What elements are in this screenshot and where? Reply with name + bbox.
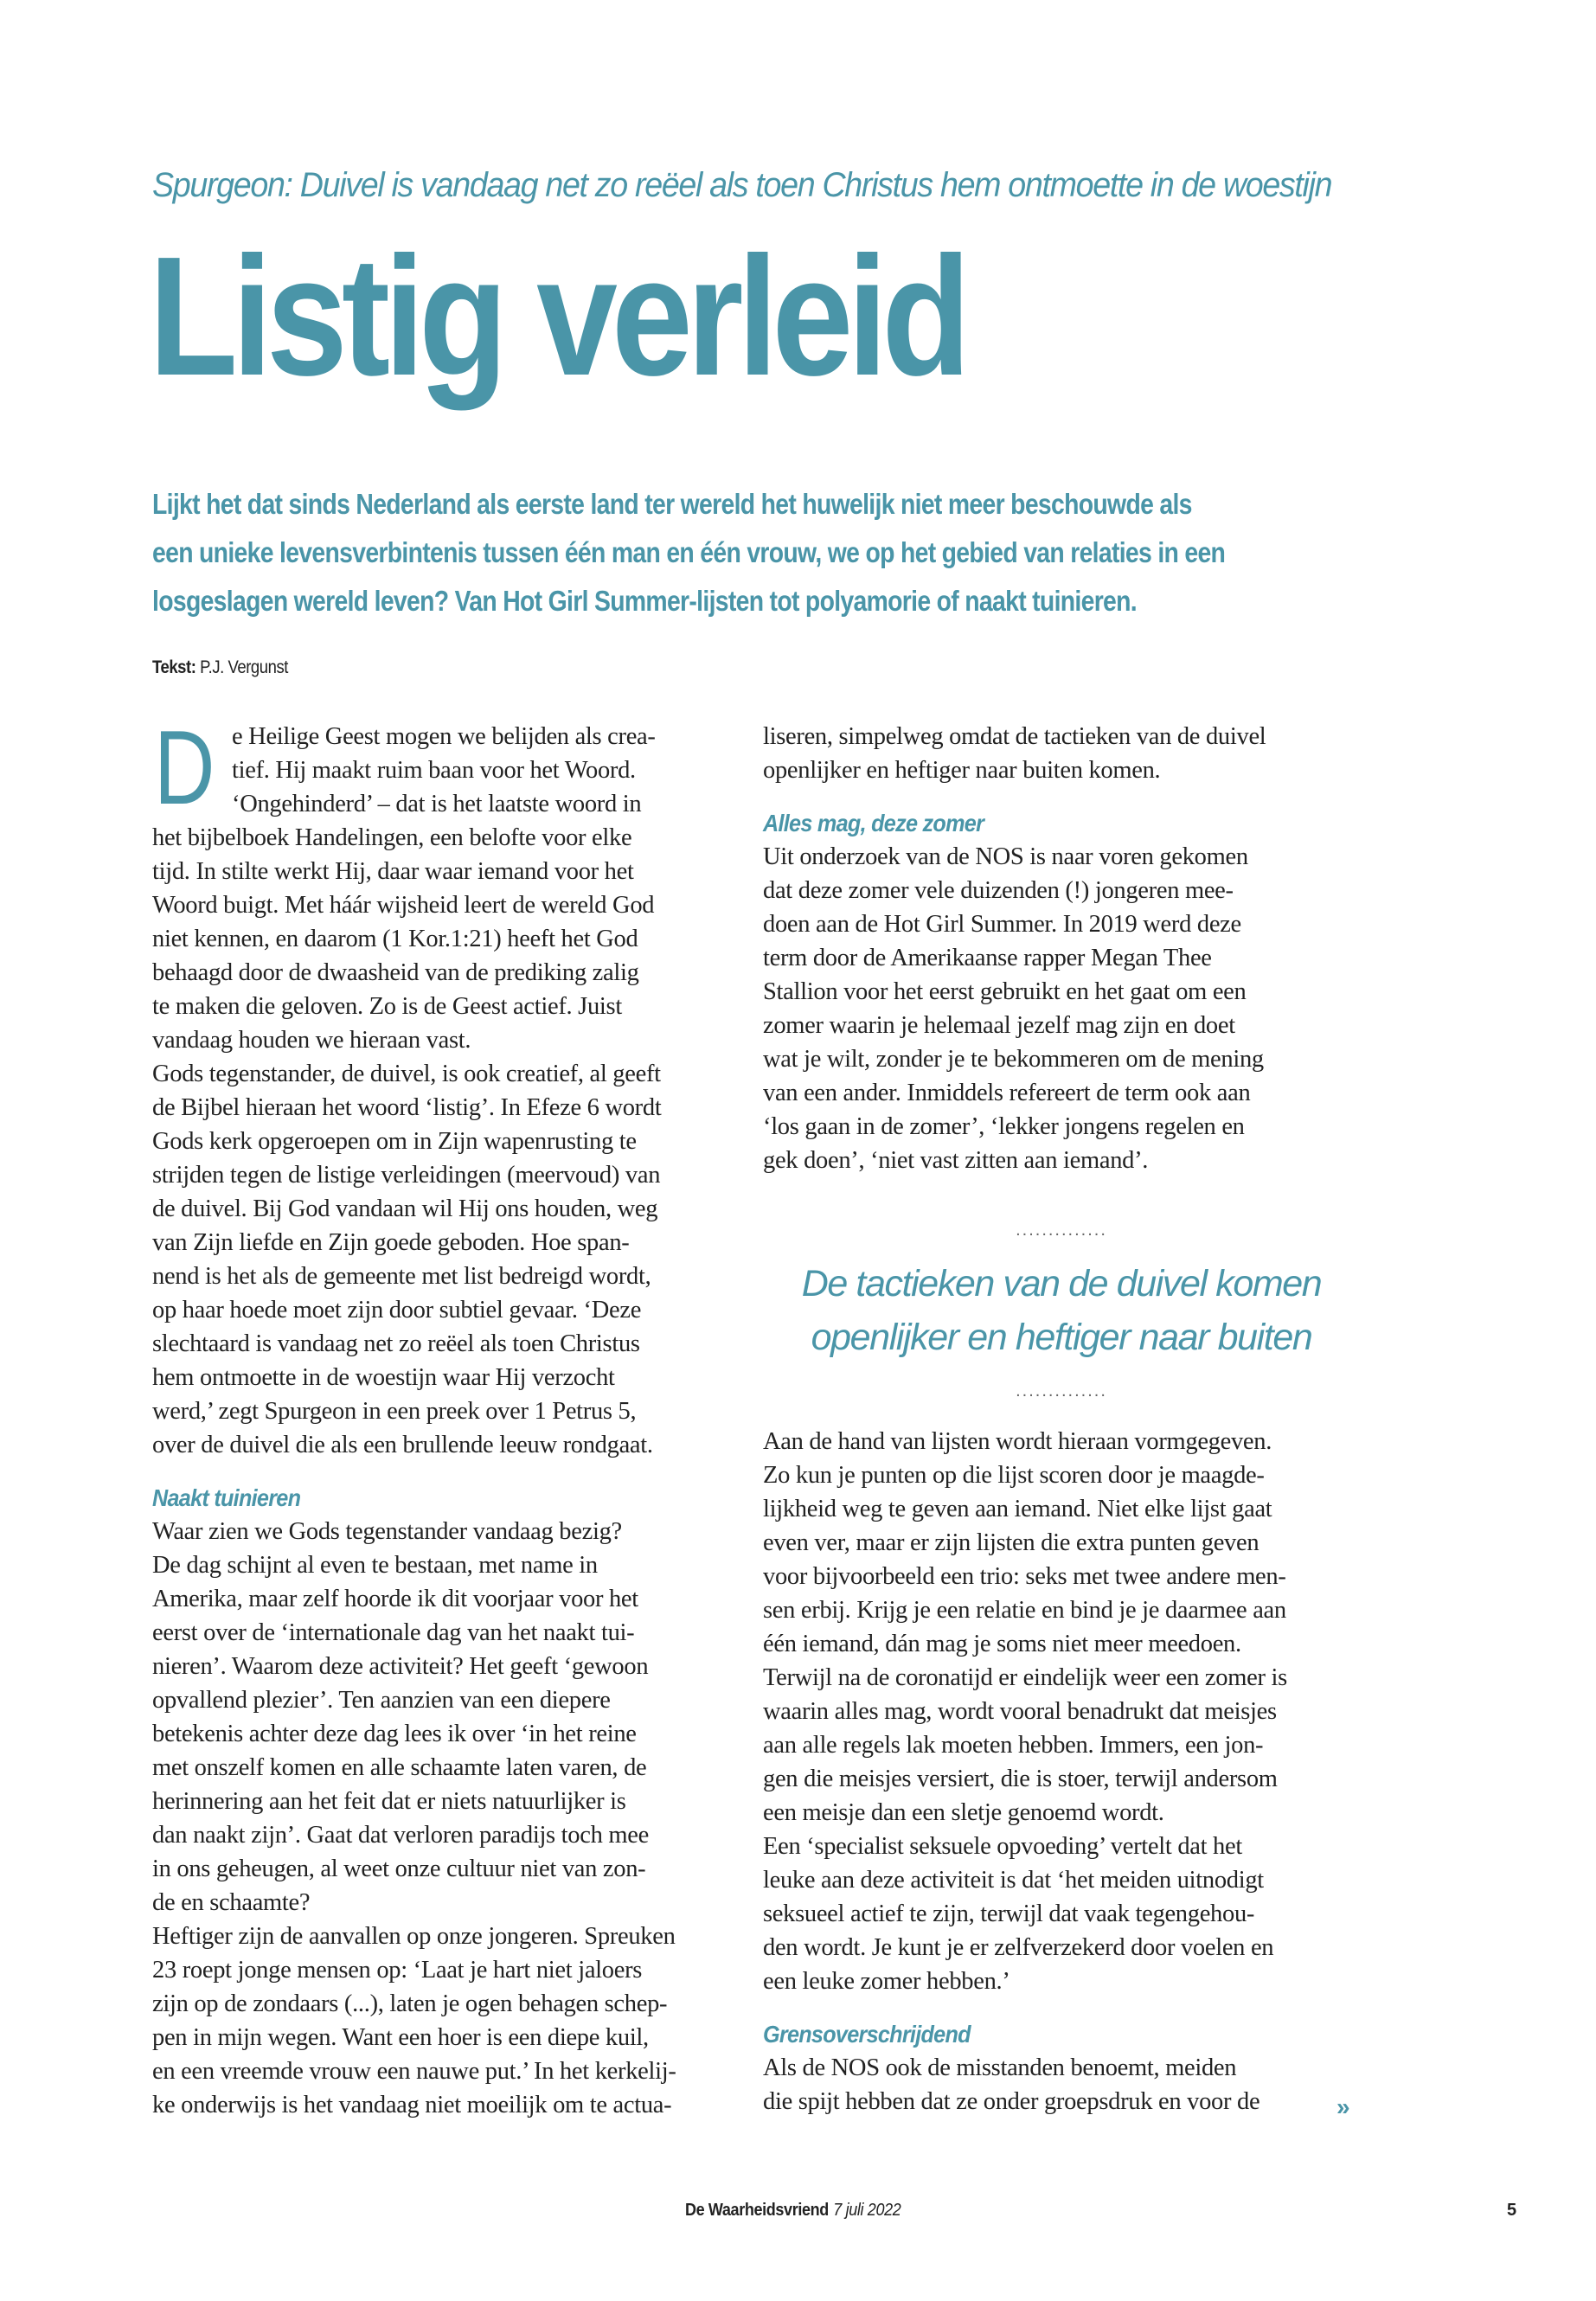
body-line: en een vreemde vrouw een nauwe put.’ In het kerkelij- <box>152 2058 676 2085</box>
body-line: dan naakt zijn’. Gaat dat verloren paradijs toch mee <box>152 1822 649 1849</box>
body-line: Een ‘specialist seksuele opvoeding’ vertelt dat het <box>763 1833 1242 1860</box>
body-line: één iemand, dán mag je soms niet meer meedoen. <box>763 1631 1241 1657</box>
intro-line: een unieke levensverbintenis tussen één man en één vrouw, we op het gebied van relaties in een <box>152 536 1226 568</box>
body-line: slechtaard is vandaag net zo reëel als toen Christus <box>152 1330 640 1357</box>
pull-quote-text <box>763 1257 1360 1364</box>
body-line: 23 roept jonge mensen op: ‘Laat je hart niet jaloers <box>152 1957 643 1984</box>
body-line: behaagd door de dwaasheid van de prediking zalig <box>152 959 639 986</box>
body-line: te maken die geloven. Zo is de Geest actief. Juist <box>152 993 622 1020</box>
body-line: De dag schijnt al even te bestaan, met name in <box>152 1552 598 1579</box>
body-line: ke onderwijs is het vandaag niet moeilijk om te actua- <box>152 2092 672 2118</box>
pull-quote-line: De tactieken van de duivel komen <box>801 1263 1322 1304</box>
intro-lead <box>152 480 1283 625</box>
body-line: tijd. In stilte werkt Hij, daar waar iemand voor het <box>152 858 634 885</box>
body-line: Stallion voor het eerst gebruikt en het gaat om een <box>763 978 1247 1005</box>
body-line: van Zijn liefde en Zijn goede geboden. Hoe span- <box>152 1229 630 1256</box>
body-line: den wordt. Je kunt je er zelfverzekerd door voelen en <box>763 1934 1274 1961</box>
body-line: op haar hoede moet zijn door subtiel gevaar. ‘Deze <box>152 1297 642 1324</box>
body-line: wat je wilt, zonder je te bekommeren om de mening <box>763 1046 1264 1073</box>
body-line: lijkheid weg te geven aan iemand. Niet elke lijst gaat <box>763 1496 1272 1522</box>
body-line: Als de NOS ook de misstanden benoemt, meiden <box>763 2054 1237 2081</box>
body-line: e Heilige Geest mogen we belijden als crea- <box>232 723 656 750</box>
subheading-naakt-tuinieren: Naakt tuinieren <box>152 1484 301 1511</box>
body-line: Waar zien we Gods tegenstander vandaag bezig? <box>152 1518 622 1545</box>
body-line: met onszelf komen en alle schaamte laten varen, de <box>152 1754 647 1781</box>
pull-quote <box>763 1222 1360 1399</box>
body-line: Aan de hand van lijsten wordt hieraan vormgegeven. <box>763 1428 1272 1455</box>
body-line: gen die meisjes versiert, die is stoer, terwijl andersom <box>763 1766 1278 1792</box>
body-line: de duivel. Bij God vandaan wil Hij ons houden, weg <box>152 1195 658 1222</box>
issue-date: 7 juli 2022 <box>833 2201 901 2220</box>
byline <box>152 657 288 678</box>
body-line: leuke aan deze activiteit is dat ‘het meiden uitnodigt <box>763 1867 1264 1894</box>
body-line: doen aan de Hot Girl Summer. In 2019 werd deze <box>763 911 1241 938</box>
continue-arrow-icon: » <box>1336 2093 1350 2120</box>
body-line: sen erbij. Krijg je een relatie en bind je je daarmee aan <box>763 1597 1286 1624</box>
body-line: gek doen’, ‘niet vast zitten aan iemand’. <box>763 1147 1149 1174</box>
body-line: term door de Amerikaanse rapper Megan Thee <box>763 945 1212 971</box>
byline-author: P.J. Vergunst <box>200 657 288 677</box>
body-line: Uit onderzoek van de NOS is naar voren gekomen <box>763 843 1248 870</box>
body-line: herinnering aan het feit dat er niets natuurlijker is <box>152 1788 626 1815</box>
body-line: zijn op de zondaars (...), laten je ogen behagen schep- <box>152 1990 668 2017</box>
opening-paragraph <box>152 708 749 826</box>
body-line: eerst over de ‘internationale dag van het naakt tui- <box>152 1619 635 1646</box>
body-line: het bijbelboek Handelingen, een belofte voor elke <box>152 824 632 851</box>
body-line: Terwijl na de coronatijd er eindelijk weer een zomer is <box>763 1664 1287 1691</box>
body-line: strijden tegen de listige verleidingen (meervoud) van <box>152 1162 661 1189</box>
body-line: Amerika, maar zelf hoorde ik dit voorjaar voor het <box>152 1586 638 1612</box>
body-line: nieren’. Waarom deze activiteit? Het geeft ‘gewoon <box>152 1653 649 1680</box>
body-line: vandaag houden we hieraan vast. <box>152 1027 471 1054</box>
body-paragraph <box>763 840 1360 1177</box>
body-line: over de duivel die als een brullende leeuw rondgaat. <box>152 1432 653 1458</box>
subheading-alles-mag: Alles mag, deze zomer <box>763 810 984 836</box>
page-title: Listig verleid <box>149 221 965 411</box>
body-line: die spijt hebben dat ze onder groepsdruk en voor de <box>763 2088 1260 2115</box>
body-line: nend is het als de gemeente met list bedreigd wordt, <box>152 1263 651 1290</box>
body-line: hem ontmoette in de woestijn waar Hij verzocht <box>152 1364 615 1391</box>
body-line: waarin alles mag, wordt vooral benadrukt dat meisjes <box>763 1698 1277 1725</box>
intro-line: losgeslagen wereld leven? Van Hot Girl Summer-lijsten tot polyamorie of naakt tuinieren. <box>152 585 1138 617</box>
body-line: pen in mijn wegen. Want een hoer is een diepe kuil, <box>152 2024 649 2051</box>
footer-publication <box>685 2201 901 2221</box>
body-line: Gods tegenstander, de duivel, is ook creatief, al geeft <box>152 1061 661 1087</box>
dotted-divider-bottom: .............. <box>1016 1381 1107 1400</box>
body-line: Gods kerk opgeroepen om in Zijn wapenrusting te <box>152 1128 637 1155</box>
body-line: de en schaamte? <box>152 1889 311 1916</box>
body-line: tief. Hij maakt ruim baan voor het Woord. <box>232 757 636 784</box>
right-column <box>763 720 1360 2118</box>
kicker-subtitle: Spurgeon: Duivel is vandaag net zo reëel als toen Christus hem ontmoette in de woestijn <box>152 166 1332 204</box>
body-line: een meisje dan een sletje genoemd wordt. <box>763 1799 1164 1826</box>
body-line: even ver, maar er zijn lijsten die extra punten geven <box>763 1529 1259 1556</box>
body-line: liseren, simpelweg omdat de tactieken van de duivel <box>763 723 1266 750</box>
left-column <box>152 708 749 2122</box>
body-paragraph <box>763 1425 1360 1998</box>
publication-name: De Waarheidsvriend <box>685 2201 829 2220</box>
body-paragraph <box>152 1515 749 2122</box>
body-line: opvallend plezier’. Ten aanzien van een diepere <box>152 1687 611 1714</box>
body-line: een leuke zomer hebben.’ <box>763 1968 1010 1995</box>
subheading-grensoverschrijdend: Grensoverschrijdend <box>763 2021 971 2048</box>
body-line: betekenis achter deze dag lees ik over ‘in het reine <box>152 1721 637 1747</box>
body-line: van een ander. Inmiddels refereert de term ook aan <box>763 1080 1251 1106</box>
body-line: ‘Ongehinderd’ – dat is het laatste woord in <box>232 791 642 817</box>
body-line: seksueel actief te zijn, terwijl dat vaak tegengehou- <box>763 1900 1255 1927</box>
body-line: Heftiger zijn de aanvallen op onze jongeren. Spreuken <box>152 1923 676 1950</box>
body-paragraph <box>763 720 1360 787</box>
byline-label: Tekst: <box>152 657 196 677</box>
body-line: zomer waarin je helemaal jezelf mag zijn en doet <box>763 1012 1235 1039</box>
dotted-divider-top: .............. <box>1016 1221 1107 1240</box>
body-paragraph <box>763 2051 1360 2118</box>
body-line: openlijker en heftiger naar buiten komen. <box>763 757 1161 784</box>
body-paragraph <box>152 821 749 1462</box>
body-line: Woord buigt. Met háár wijsheid leert de wereld God <box>152 892 655 919</box>
body-line: in ons geheugen, al weet onze cultuur niet van zon- <box>152 1856 646 1882</box>
body-line: ‘los gaan in de zomer’, ‘lekker jongens regelen en <box>763 1113 1245 1140</box>
body-line: werd,’ zegt Spurgeon in een preek over 1 Petrus 5, <box>152 1398 637 1425</box>
pull-quote-line: openlijker en heftiger naar buiten <box>811 1317 1312 1358</box>
body-line: aan alle regels lak moeten hebben. Immers, een jon- <box>763 1732 1264 1759</box>
intro-line: Lijkt het dat sinds Nederland als eerste land ter wereld het huwelijk niet meer beschouwde als <box>152 488 1192 520</box>
body-line: de Bijbel hieraan het woord ‘listig’. In Efeze 6 wordt <box>152 1094 662 1121</box>
body-line: dat deze zomer vele duizenden (!) jongeren mee- <box>763 877 1234 904</box>
body-line: niet kennen, en daarom (1 Kor.1:21) heeft het God <box>152 926 638 952</box>
drop-cap: D <box>154 708 215 826</box>
page-number: 5 <box>1507 2201 1517 2220</box>
body-line: voor bijvoorbeeld een trio: seks met twee andere men- <box>763 1563 1286 1590</box>
body-line: Zo kun je punten op die lijst scoren door je maagde- <box>763 1462 1265 1489</box>
